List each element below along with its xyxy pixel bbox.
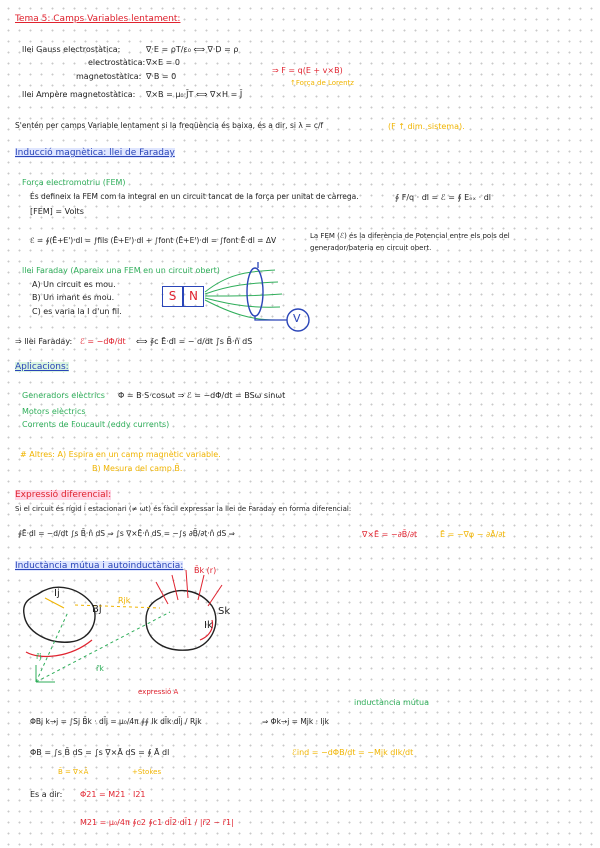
expression-a-label: expressió A — [138, 688, 179, 696]
stokes-note: +Stokes — [132, 768, 162, 776]
induced-emf-equation: ℰind = −dΦB/dt = −Mjk dIk/dt — [292, 748, 414, 757]
m21-equation: M21 = μ₀/4π ∮c2 ∮c1 dl̄2·dl̄1 / |r̄2 − r̄1| — [80, 818, 234, 827]
magnetostatic-equation: ∇·B = 0 — [146, 72, 177, 81]
fem-title: Força electromotriu (FEM) — [22, 178, 126, 187]
flux-equation: ΦBj k→j = ∫Sj B̄k · dl̄j = μ₀/4π ∮∮ Ik dl̄k·dl̄j / Rjk — [30, 717, 202, 726]
electrostatic-label: electrostàtica: — [88, 58, 146, 67]
faraday-law-label: ⇒ llei Faraday: — [15, 337, 73, 346]
mutual-inductance-label: inductància mútua — [354, 698, 429, 707]
magnetostatic-label: magnetostàtica: — [76, 72, 142, 81]
slow-fields-text: S'entén per camps Variable lentament si la freqüència és baixa, és a dir, si λ = c/f — [15, 121, 324, 130]
section-heading-differential: Expressió diferencial: — [15, 490, 112, 500]
ampere-equation: ∇×B = μ₀·J̄T ⟺ ∇×H = J̄ — [146, 90, 243, 99]
faraday-title: llei Faraday (Apareix una FEM en un circuit obert) — [22, 266, 220, 275]
fem-definition: És defineix la FEM com la integral en un circuit tancat de la força per unitat de càrrega. — [30, 192, 359, 201]
flux-b-equation: ΦB = ∫s B̄ dS = ∫s ∇×Ā dS = ∮ Ā dl — [30, 748, 170, 757]
fem-note-2: generador/bateria en circuit obert. — [310, 244, 432, 252]
differential-intro: Si el circuit és rígid i estacionari (≠ ωt) és fàcil expressar la llei de Faraday en forma diferencial: — [15, 505, 352, 513]
faraday-case-c: C) es varia la I d'un fil. — [32, 307, 122, 316]
flux-mutual-equation: ⇒ Φk→j = Mjk · Ijk — [262, 717, 330, 726]
potential-equation: Ē = −∇φ − ∂Ā/∂t — [440, 530, 506, 539]
faraday-law-integral: ⟺ ∮c Ē·dl = − d/dt ∫s B̄·n̂ dS — [136, 337, 253, 346]
section-heading-faraday: Inducció magnètica: llei de Faraday — [15, 148, 175, 158]
faraday-law-equation: ℰ = −dΦ/dt — [80, 337, 126, 346]
ij-label: Ij — [54, 588, 60, 599]
rk-label: r̄k — [96, 664, 104, 673]
section-heading-inductance: Inductància mútua i autoinductància: — [15, 561, 184, 571]
ik-label: Ik — [204, 620, 213, 631]
fem-equation: ∮ F/q · dl = ℰ = ∮ Eₑₓ · dl — [395, 193, 492, 202]
bk-label: B̄k (r) — [194, 566, 217, 575]
differential-derivation: ∮Ē·dl = −d/dt ∫s B̄·n̂ dS ⇒ ∫s ∇×Ē·n̂ dS = −∫s ∂B̄/∂t·n̂ dS ⇒ — [18, 529, 235, 538]
lorentz-note: ↑Força de Lorentz — [290, 79, 354, 87]
generator-equation: Φ = B·S·cosωt ⇒ ℰ = −dΦ/dt = BSω sinωt — [118, 391, 286, 400]
fem-long-equation: ℰ = ∮(Ē+E')·dl = ∫fils (Ē+E')·dl + ∫font (Ē+E')·dl = ∫font Ē·dl = ΔV — [30, 236, 277, 245]
page-title: Tema 5: Camps Variables lentament: — [15, 14, 181, 24]
rj-label: r̄j — [36, 652, 42, 661]
phi21-equation: Φ21 = M21 · I21 — [80, 790, 146, 799]
gauss-label: llei Gauss electrostàtica: — [22, 45, 121, 54]
other-applications-1: # Altres: A) Espira en un camp magnètic variable. — [20, 450, 221, 459]
electrostatic-equation: ∇×E = 0 — [146, 58, 180, 67]
lorentz-equation: ⇒ F = q(E + v×B) — [272, 66, 343, 75]
bj-label: Bj — [92, 604, 102, 615]
application-motors: Motors elèctrics — [22, 407, 86, 416]
fem-note-1: La FEM (ℰ) és la diferència de Potencial entre els pols del — [310, 232, 510, 240]
curl-e-equation: ∇×Ē = −∂B̄/∂t — [362, 530, 418, 539]
gauss-equation: ∇·E = ρT/ε₀ ⟺ ∇·D = ρ — [146, 45, 239, 54]
application-foucault: Corrents de Foucault (eddy currents) — [22, 420, 170, 429]
magnet-north: N — [183, 286, 204, 307]
other-applications-2: B) Mesura del camp B̄. — [92, 464, 183, 473]
slow-fields-note: (F ↑ dim. sistema). — [388, 122, 465, 131]
b-curl-note: B̄ = ∇×Ā — [58, 768, 89, 776]
sk-label: Sk — [218, 606, 231, 617]
section-heading-applications: Aplicacions: — [15, 362, 69, 372]
es-a-dir-label: Es a dir: — [30, 790, 63, 799]
application-generators: Generadors elèctrics — [22, 391, 105, 400]
ampere-label: llei Ampère magnetostàtica: — [22, 90, 136, 99]
fem-unit: [FEM] = Volts — [30, 207, 84, 216]
voltmeter-label: V — [293, 312, 301, 325]
faraday-case-b: B) Un imant es mou. — [32, 293, 115, 302]
faraday-case-a: A) Un circuit es mou. — [32, 280, 116, 289]
magnet-south: S — [162, 286, 183, 307]
rjk-label: Rjk — [118, 596, 131, 605]
